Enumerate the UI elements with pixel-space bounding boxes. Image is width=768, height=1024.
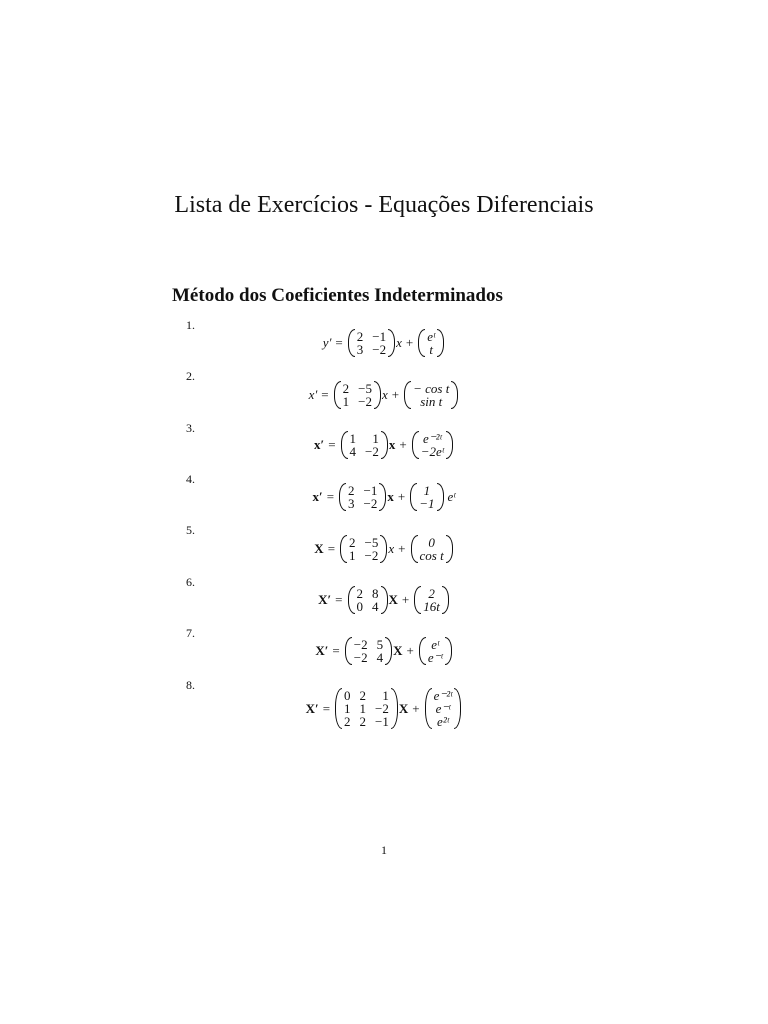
matrix-entry: −2 xyxy=(365,444,379,459)
coefficient-matrix-entries xyxy=(348,431,381,459)
plus-sign: + xyxy=(398,541,406,556)
matrix-entry: 2 xyxy=(349,535,356,550)
matrix-entry: 5 xyxy=(376,637,384,652)
matrix-entry: t xyxy=(429,342,434,357)
right-paren xyxy=(391,688,398,729)
equation-lhs: x′ xyxy=(314,437,325,452)
forcing-vector xyxy=(412,431,453,459)
state-variable: x xyxy=(388,437,396,452)
equation-lhs: x′ xyxy=(312,489,323,504)
forcing-vector-entries xyxy=(418,535,446,563)
equation-lhs: X′ xyxy=(318,592,332,607)
left-paren xyxy=(412,431,419,459)
matrix-entry: −2 xyxy=(375,701,389,716)
equation xyxy=(0,535,768,563)
matrix-entry: 2 xyxy=(428,586,435,601)
matrix-entry: − cos t xyxy=(413,381,450,396)
matrix-entry: 2 xyxy=(359,688,367,703)
left-paren xyxy=(418,329,425,357)
coefficient-matrix xyxy=(335,688,398,729)
matrix-entry: −2 xyxy=(363,496,378,511)
matrix-entry: 1 xyxy=(342,394,350,409)
equals-sign: = xyxy=(335,335,343,350)
equals-sign: = xyxy=(328,437,336,452)
right-paren xyxy=(442,586,449,614)
matrix-entry: 1 xyxy=(382,688,389,703)
right-paren xyxy=(381,431,388,459)
equation xyxy=(0,329,768,357)
forcing-vector-entries xyxy=(419,431,446,459)
forcing-vector-entries xyxy=(432,688,455,729)
matrix-entry: 2 xyxy=(359,714,367,729)
forcing-vector-entries xyxy=(425,329,437,357)
equals-sign: = xyxy=(321,387,329,402)
left-paren xyxy=(411,535,418,563)
state-variable: x xyxy=(388,541,395,556)
equation-lhs: y′ xyxy=(322,335,332,350)
equation xyxy=(0,483,768,511)
coefficient-matrix-entries xyxy=(341,381,374,409)
matrix-entry: −5 xyxy=(364,535,379,550)
matrix-entry: 3 xyxy=(356,342,364,357)
matrix-entry: e²ᵗ xyxy=(437,714,449,729)
coefficient-matrix-entries xyxy=(355,586,381,614)
matrix-entry: 4 xyxy=(372,599,379,614)
page-number: 1 xyxy=(381,843,387,857)
coefficient-matrix xyxy=(348,329,395,357)
matrix-entry: 1 xyxy=(372,431,379,446)
forcing-vector-entries xyxy=(421,586,442,614)
equals-sign: = xyxy=(335,592,343,607)
left-paren xyxy=(341,431,348,459)
plus-sign: + xyxy=(391,387,400,402)
equation-lhs: X xyxy=(314,541,324,556)
equals-sign: = xyxy=(332,643,340,658)
plus-sign: + xyxy=(401,592,410,607)
matrix-entry: 1 xyxy=(423,483,431,498)
left-paren xyxy=(414,586,421,614)
plus-sign: + xyxy=(406,643,414,658)
matrix-entry: −1 xyxy=(372,329,387,344)
forcing-vector xyxy=(410,483,443,511)
equals-sign: = xyxy=(326,489,335,504)
coefficient-matrix-entries xyxy=(347,535,380,563)
state-variable: X xyxy=(393,643,403,658)
exercise-number: 8. xyxy=(186,678,195,692)
matrix-entry: −2eᵗ xyxy=(420,444,444,459)
coefficient-matrix xyxy=(341,431,388,459)
state-variable: x xyxy=(387,489,394,504)
matrix-entry: 4 xyxy=(376,650,384,665)
matrix-entry: −2 xyxy=(353,650,368,665)
right-paren xyxy=(437,483,444,511)
equation xyxy=(0,637,768,665)
left-paren xyxy=(340,535,347,563)
matrix-entry: e⁻ᵗ xyxy=(427,650,443,665)
forcing-vector-entries xyxy=(417,483,436,511)
matrix-entry: 1 xyxy=(349,548,356,563)
forcing-factor: eᵗ xyxy=(447,489,456,504)
right-paren xyxy=(454,688,461,729)
matrix-entry: −2 xyxy=(358,394,372,409)
right-paren xyxy=(374,381,381,409)
left-paren xyxy=(348,586,355,614)
right-paren xyxy=(437,329,444,357)
equation xyxy=(0,688,768,729)
forcing-vector xyxy=(414,586,449,614)
equation xyxy=(0,431,768,459)
exercise-number: 3. xyxy=(186,421,195,435)
matrix-entry: 0 xyxy=(356,599,364,614)
right-paren xyxy=(380,535,387,563)
left-paren xyxy=(335,688,342,729)
exercise-number: 5. xyxy=(186,523,195,537)
exercise-number: 4. xyxy=(186,472,195,486)
left-paren xyxy=(348,329,355,357)
coefficient-matrix-entries xyxy=(355,329,388,357)
equation-lhs: X′ xyxy=(315,643,329,658)
matrix-entry: cos t xyxy=(419,548,444,563)
forcing-vector xyxy=(425,688,462,729)
matrix-entry: −2 xyxy=(372,342,387,357)
plus-sign: + xyxy=(405,335,414,350)
plus-sign: + xyxy=(399,437,407,452)
equation xyxy=(0,586,768,614)
right-paren xyxy=(451,381,458,409)
matrix-entry: −2 xyxy=(353,637,368,652)
matrix-entry: e⁻ᵗ xyxy=(435,701,451,716)
matrix-entry: 16t xyxy=(423,599,440,614)
coefficient-matrix xyxy=(339,483,386,511)
left-paren xyxy=(410,483,417,511)
state-variable: X xyxy=(388,592,398,607)
state-variable: x xyxy=(396,335,402,350)
state-variable: X xyxy=(398,700,409,716)
equals-sign: = xyxy=(327,541,336,556)
coefficient-matrix-entries xyxy=(352,637,385,665)
left-paren xyxy=(425,688,432,729)
matrix-entry: −5 xyxy=(358,381,372,396)
equation xyxy=(0,381,768,409)
matrix-entry: 1 xyxy=(349,431,357,446)
matrix-entry: 8 xyxy=(372,586,379,601)
matrix-entry: 4 xyxy=(349,444,357,459)
matrix-entry: sin t xyxy=(420,394,443,409)
matrix-entry: 2 xyxy=(356,329,364,344)
matrix-entry: 0 xyxy=(428,535,435,550)
left-paren xyxy=(345,637,352,665)
matrix-entry: 0 xyxy=(344,688,351,703)
forcing-vector xyxy=(411,535,453,563)
matrix-entry: −1 xyxy=(375,714,389,729)
exercise-number: 7. xyxy=(186,626,195,640)
coefficient-matrix-entries xyxy=(346,483,379,511)
forcing-vector-entries xyxy=(426,637,445,665)
matrix-entry: −2 xyxy=(364,548,379,563)
equation-lhs: X′ xyxy=(305,700,319,716)
right-paren xyxy=(388,329,395,357)
exercise-number: 2. xyxy=(186,369,195,383)
left-paren xyxy=(334,381,341,409)
left-paren xyxy=(404,381,411,409)
plus-sign: + xyxy=(397,489,406,504)
matrix-entry: 3 xyxy=(348,496,355,511)
matrix-entry: 1 xyxy=(344,701,351,716)
right-paren xyxy=(446,535,453,563)
section-title: Método dos Coeficientes Indeterminados xyxy=(172,285,503,306)
matrix-entry: 2 xyxy=(356,586,364,601)
matrix-entry: 2 xyxy=(342,381,350,396)
exercise-number: 1. xyxy=(186,318,195,332)
forcing-vector-entries xyxy=(411,381,451,409)
forcing-vector xyxy=(404,381,458,409)
right-paren xyxy=(381,586,388,614)
equation-lhs: x′ xyxy=(308,387,318,402)
page-title: Lista de Exercícios - Equações Diferenciais xyxy=(174,192,594,218)
coefficient-matrix xyxy=(340,535,387,563)
matrix-entry: eᵗ xyxy=(431,637,440,652)
matrix-entry: 1 xyxy=(359,701,367,716)
matrix-entry: e⁻²ᵗ xyxy=(433,688,453,703)
equals-sign: = xyxy=(322,700,331,716)
left-paren xyxy=(339,483,346,511)
coefficient-matrix-entries xyxy=(342,688,391,729)
right-paren xyxy=(445,637,452,665)
coefficient-matrix xyxy=(345,637,392,665)
forcing-vector xyxy=(418,329,444,357)
matrix-entry: −1 xyxy=(363,483,378,498)
matrix-entry: 2 xyxy=(348,483,355,498)
right-paren xyxy=(385,637,392,665)
matrix-entry: 2 xyxy=(344,714,351,729)
forcing-vector xyxy=(419,637,452,665)
left-paren xyxy=(419,637,426,665)
coefficient-matrix xyxy=(334,381,381,409)
plus-sign: + xyxy=(412,700,420,716)
right-paren xyxy=(379,483,386,511)
matrix-entry: e⁻²ᵗ xyxy=(422,431,442,446)
matrix-entry: eᵗ xyxy=(427,329,436,344)
state-variable: x xyxy=(381,387,388,402)
coefficient-matrix xyxy=(348,586,388,614)
right-paren xyxy=(446,431,453,459)
matrix-entry: −1 xyxy=(419,496,435,511)
exercise-number: 6. xyxy=(186,575,195,589)
